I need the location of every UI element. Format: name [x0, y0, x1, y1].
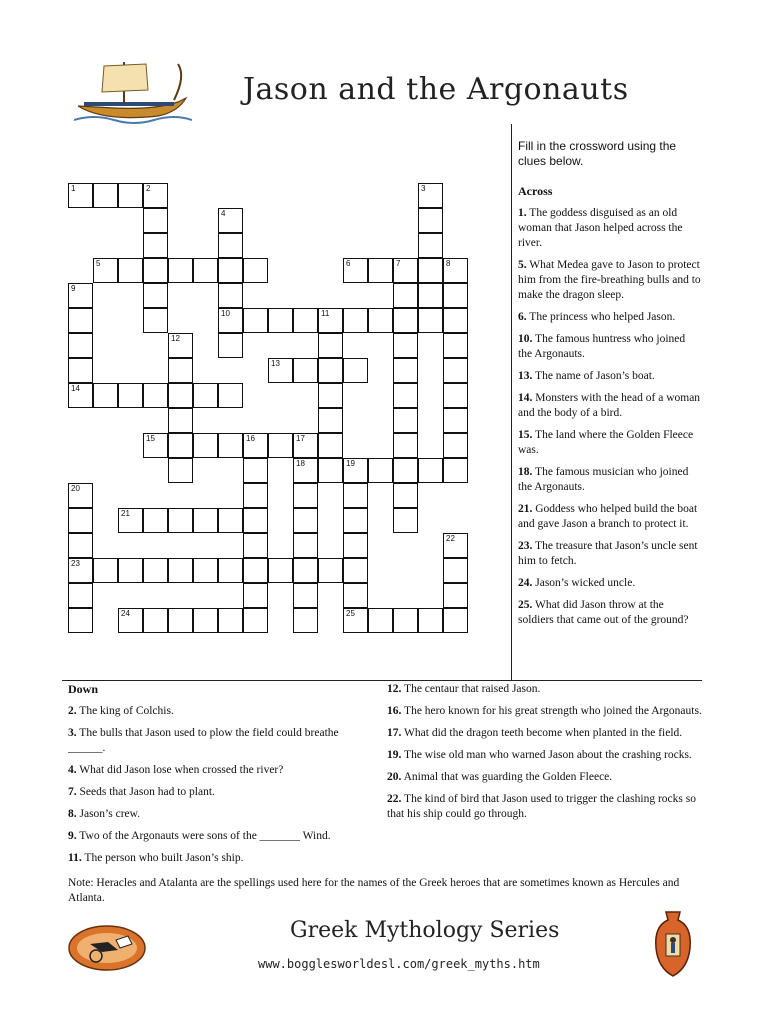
crossword-cell[interactable] [118, 608, 143, 633]
crossword-cell[interactable] [218, 283, 243, 308]
clue-number: 12. [387, 683, 402, 695]
clue-text: Jason’s wicked uncle. [532, 577, 636, 589]
cell-number: 11 [321, 309, 330, 318]
clue-item [518, 576, 702, 591]
crossword-cell[interactable] [193, 558, 218, 583]
crossword-cell[interactable] [168, 508, 193, 533]
clue-text: The name of Jason’s boat. [532, 370, 655, 382]
crossword-cell[interactable] [268, 558, 293, 583]
crossword-cell[interactable] [168, 458, 193, 483]
clue-item [387, 726, 705, 741]
crossword-cell[interactable] [93, 558, 118, 583]
clue-number: 9. [68, 830, 77, 842]
crossword-cell[interactable] [143, 508, 168, 533]
clue-text: The goddess disguised as an old woman that Jason helped across the river. [518, 207, 683, 249]
crossword-cell[interactable] [293, 508, 318, 533]
crossword-cell[interactable] [443, 583, 468, 608]
crossword-cell[interactable] [393, 358, 418, 383]
crossword-cell[interactable] [68, 358, 93, 383]
crossword-cell[interactable] [393, 458, 418, 483]
crossword-cell[interactable] [293, 558, 318, 583]
crossword-cell[interactable] [193, 608, 218, 633]
spelling-note: Note: Heracles and Atalanta are the spellings used here for the names of the Greek heroes that are sometimes known as Hercules and Atlanta. [68, 877, 680, 904]
clue-item [518, 258, 702, 303]
crossword-cell[interactable] [393, 608, 418, 633]
crossword-cell[interactable] [318, 458, 343, 483]
crossword-cell[interactable] [318, 308, 343, 333]
crossword-cell[interactable] [93, 383, 118, 408]
cell-number: 25 [346, 609, 355, 618]
clue-text: The treasure that Jason’s uncle sent him to fetch. [518, 540, 698, 567]
crossword-cell[interactable] [168, 333, 193, 358]
clue-number: 10. [518, 333, 533, 345]
crossword-cell[interactable] [343, 533, 368, 558]
clue-item [387, 748, 705, 763]
clue-text: What did Jason throw at the soldiers that came out of the ground? [518, 599, 689, 626]
crossword-cell[interactable] [443, 433, 468, 458]
clue-number: 21. [518, 503, 533, 515]
crossword-cell[interactable] [443, 358, 468, 383]
instructions: Fill in the crossword using the clues below. [518, 139, 677, 168]
page-title: Jason and the Argonauts [243, 72, 629, 107]
clue-item [387, 682, 705, 697]
crossword-cell[interactable] [293, 583, 318, 608]
clue-text: The famous huntress who joined the Argonauts. [518, 333, 686, 360]
crossword-cell[interactable] [368, 258, 393, 283]
crossword-cell[interactable] [343, 308, 368, 333]
crossword-cell[interactable] [243, 608, 268, 633]
crossword-cell[interactable] [93, 183, 118, 208]
clue-item [387, 792, 705, 822]
clue-number: 16. [387, 705, 402, 717]
clue-number: 4. [68, 764, 77, 776]
crossword-cell[interactable] [118, 508, 143, 533]
crossword-cell[interactable] [393, 283, 418, 308]
clue-number: 1. [518, 207, 527, 219]
clue-text: The wise old man who warned Jason about the crashing rocks. [401, 749, 692, 761]
crossword-cell[interactable] [218, 558, 243, 583]
down-heading: Down [68, 682, 99, 696]
cell-number: 2 [146, 184, 151, 193]
crossword-cell[interactable] [443, 283, 468, 308]
crossword-cell[interactable] [68, 333, 93, 358]
crossword-cell[interactable] [143, 558, 168, 583]
crossword-cell[interactable] [343, 358, 368, 383]
crossword-cell[interactable] [318, 408, 343, 433]
crossword-cell[interactable] [393, 308, 418, 333]
series-title: Greek Mythology Series [290, 918, 560, 943]
chariot-vase-illustration [68, 924, 146, 972]
crossword-cell[interactable] [418, 258, 443, 283]
crossword-cell[interactable] [68, 608, 93, 633]
crossword-cell[interactable] [293, 433, 318, 458]
crossword-cell[interactable] [243, 258, 268, 283]
crossword-cell[interactable] [68, 533, 93, 558]
crossword-cell[interactable] [143, 283, 168, 308]
section-divider [62, 680, 702, 681]
across-clues [518, 184, 702, 635]
crossword-cell[interactable] [393, 508, 418, 533]
cell-number: 1 [71, 184, 76, 193]
clue-item [518, 391, 702, 421]
crossword-cell[interactable] [243, 308, 268, 333]
crossword-cell[interactable] [143, 433, 168, 458]
crossword-cell[interactable] [218, 608, 243, 633]
crossword-cell[interactable] [143, 258, 168, 283]
crossword-cell[interactable] [418, 283, 443, 308]
crossword-cell[interactable] [293, 483, 318, 508]
cell-number: 17 [296, 434, 305, 443]
cell-number: 23 [71, 559, 80, 568]
crossword-cell[interactable] [143, 208, 168, 233]
clue-text: The land where the Golden Fleece was. [518, 429, 694, 456]
crossword-cell[interactable] [393, 258, 418, 283]
crossword-cell[interactable] [118, 183, 143, 208]
crossword-cell[interactable] [418, 233, 443, 258]
crossword-cell[interactable] [218, 258, 243, 283]
crossword-cell[interactable] [243, 583, 268, 608]
cell-number: 13 [271, 359, 280, 368]
crossword-cell[interactable] [343, 483, 368, 508]
crossword-cell[interactable] [243, 508, 268, 533]
clue-text: The princess who helped Jason. [526, 311, 676, 323]
crossword-cell[interactable] [343, 608, 368, 633]
crossword-cell[interactable] [68, 383, 93, 408]
greek-vase-illustration [652, 910, 694, 978]
cell-number: 18 [296, 459, 305, 468]
crossword-cell[interactable] [243, 533, 268, 558]
cell-number: 8 [446, 259, 451, 268]
crossword-cell[interactable] [168, 408, 193, 433]
crossword-cell[interactable] [68, 508, 93, 533]
clue-item [68, 851, 368, 866]
crossword-cell[interactable] [343, 583, 368, 608]
crossword-cell[interactable] [368, 458, 393, 483]
crossword-cell[interactable] [443, 333, 468, 358]
crossword-cell[interactable] [443, 533, 468, 558]
clue-item [518, 206, 702, 251]
cell-number: 15 [146, 434, 155, 443]
crossword-cell[interactable] [293, 533, 318, 558]
crossword-cell[interactable] [143, 608, 168, 633]
cell-number: 14 [71, 384, 80, 393]
clue-text: Jason’s crew. [76, 808, 141, 820]
crossword-cell[interactable] [68, 583, 93, 608]
clue-item [518, 502, 702, 532]
crossword-cell[interactable] [193, 508, 218, 533]
crossword-cell[interactable] [268, 308, 293, 333]
crossword-cell[interactable] [443, 408, 468, 433]
clue-item [68, 726, 368, 756]
crossword-cell[interactable] [343, 458, 368, 483]
crossword-cell[interactable] [418, 458, 443, 483]
crossword-cell[interactable] [293, 308, 318, 333]
crossword-cell[interactable] [418, 308, 443, 333]
clue-item [518, 465, 702, 495]
crossword-cell[interactable] [68, 558, 93, 583]
crossword-cell[interactable] [143, 308, 168, 333]
clue-item [387, 770, 705, 785]
crossword-cell[interactable] [443, 608, 468, 633]
crossword-cell[interactable] [218, 233, 243, 258]
cell-number: 7 [396, 259, 401, 268]
crossword-cell[interactable] [393, 483, 418, 508]
crossword-cell[interactable] [293, 458, 318, 483]
crossword-cell[interactable] [443, 258, 468, 283]
crossword-cell[interactable] [243, 458, 268, 483]
crossword-cell[interactable] [393, 408, 418, 433]
crossword-cell[interactable] [193, 433, 218, 458]
clue-text: The king of Colchis. [76, 705, 174, 717]
clue-item [387, 704, 705, 719]
crossword-cell[interactable] [218, 508, 243, 533]
clue-number: 17. [387, 727, 402, 739]
crossword-cell[interactable] [318, 433, 343, 458]
crossword-cell[interactable] [318, 383, 343, 408]
crossword-cell[interactable] [218, 308, 243, 333]
crossword-cell[interactable] [293, 358, 318, 383]
clue-text: The bulls that Jason used to plow the field could breathe ______. [68, 727, 339, 754]
crossword-cell[interactable] [243, 558, 268, 583]
clue-item [518, 539, 702, 569]
cell-number: 21 [121, 509, 130, 518]
crossword-cell[interactable] [118, 383, 143, 408]
cell-number: 5 [96, 259, 101, 268]
clue-item [68, 807, 368, 822]
clue-item [518, 310, 702, 325]
website-url[interactable]: www.bogglesworldesl.com/greek_myths.htm [258, 957, 540, 971]
clue-text: What Medea gave to Jason to protect him from the fire-breathing bulls and to make the dragon sleep. [518, 259, 701, 301]
crossword-cell[interactable] [193, 383, 218, 408]
crossword-cell[interactable] [168, 358, 193, 383]
clue-item [68, 785, 368, 800]
clue-text: Monsters with the head of a woman and the body of a bird. [518, 392, 701, 419]
clue-item [518, 332, 702, 362]
crossword-cell[interactable] [443, 458, 468, 483]
down-clues-right [387, 682, 705, 829]
crossword-cell[interactable] [443, 558, 468, 583]
crossword-cell[interactable] [268, 358, 293, 383]
across-heading: Across [518, 184, 553, 198]
crossword-cell[interactable] [218, 208, 243, 233]
crossword-cell[interactable] [393, 383, 418, 408]
crossword-cell[interactable] [118, 258, 143, 283]
crossword-cell[interactable] [218, 433, 243, 458]
clue-item [68, 704, 368, 719]
clue-number: 19. [387, 749, 402, 761]
clue-number: 8. [68, 808, 77, 820]
clue-number: 25. [518, 599, 533, 611]
clue-item [518, 598, 702, 628]
clue-number: 5. [518, 259, 527, 271]
clue-number: 3. [68, 727, 77, 739]
clue-number: 22. [387, 793, 402, 805]
crossword-cell[interactable] [418, 183, 443, 208]
clue-text: The person who built Jason’s ship. [81, 852, 244, 864]
clue-number: 7. [68, 786, 77, 798]
clue-number: 14. [518, 392, 533, 404]
crossword-cell[interactable] [168, 608, 193, 633]
cell-number: 10 [221, 309, 230, 318]
crossword-cell[interactable] [68, 283, 93, 308]
clue-text: The famous musician who joined the Argonauts. [518, 466, 689, 493]
cell-number: 6 [346, 259, 351, 268]
clue-number: 6. [518, 311, 527, 323]
clue-number: 24. [518, 577, 533, 589]
crossword-cell[interactable] [143, 233, 168, 258]
clue-item [518, 369, 702, 384]
crossword-cell[interactable] [368, 308, 393, 333]
crossword-cell[interactable] [218, 383, 243, 408]
cell-number: 22 [446, 534, 455, 543]
crossword-cell[interactable] [243, 483, 268, 508]
cell-number: 16 [246, 434, 255, 443]
clue-text: What did Jason lose when crossed the river? [76, 764, 284, 776]
clue-text: Animal that was guarding the Golden Fleece. [401, 771, 613, 783]
crossword-cell[interactable] [293, 608, 318, 633]
crossword-cell[interactable] [168, 383, 193, 408]
clue-item [68, 763, 368, 778]
crossword-cell[interactable] [68, 483, 93, 508]
cell-number: 4 [221, 209, 226, 218]
crossword-cell[interactable] [343, 258, 368, 283]
cell-number: 3 [421, 184, 426, 193]
clue-item [68, 829, 368, 844]
crossword-cell[interactable] [343, 508, 368, 533]
crossword-cell[interactable] [68, 308, 93, 333]
crossword-cell[interactable] [168, 258, 193, 283]
down-clues-left [68, 682, 368, 873]
crossword-cell[interactable] [418, 208, 443, 233]
crossword-cell[interactable] [443, 383, 468, 408]
crossword-cell[interactable] [318, 333, 343, 358]
crossword-cell[interactable] [393, 433, 418, 458]
clue-text: The hero known for his great strength who joined the Argonauts. [401, 705, 702, 717]
crossword-cell[interactable] [168, 558, 193, 583]
clue-number: 11. [68, 852, 82, 864]
crossword-cell[interactable] [393, 333, 418, 358]
clue-number: 20. [387, 771, 402, 783]
clue-number: 18. [518, 466, 533, 478]
crossword-cell[interactable] [143, 183, 168, 208]
clue-text: Two of the Argonauts were sons of the _______ Wind. [76, 830, 331, 842]
clue-text: Goddess who helped build the boat and gave Jason a branch to protect it. [518, 503, 698, 530]
crossword-cell[interactable] [218, 333, 243, 358]
clue-number: 23. [518, 540, 533, 552]
crossword-cell[interactable] [318, 358, 343, 383]
cell-number: 19 [346, 459, 355, 468]
crossword-cell[interactable] [168, 433, 193, 458]
cell-number: 12 [171, 334, 180, 343]
clue-text: The kind of bird that Jason used to trigger the clashing rocks so that his ship could go through. [387, 793, 696, 820]
column-divider [511, 124, 512, 680]
clue-text: What did the dragon teeth become when planted in the field. [401, 727, 683, 739]
crossword-cell[interactable] [118, 558, 143, 583]
crossword-cell[interactable] [268, 433, 293, 458]
crossword-cell[interactable] [318, 558, 343, 583]
crossword-cell[interactable] [68, 183, 93, 208]
crossword-cell[interactable] [93, 258, 118, 283]
clue-item [518, 428, 702, 458]
crossword-cell[interactable] [368, 608, 393, 633]
crossword-cell[interactable] [418, 608, 443, 633]
cell-number: 24 [121, 609, 130, 618]
crossword-cell[interactable] [193, 258, 218, 283]
cell-number: 20 [71, 484, 80, 493]
argo-ship-illustration [74, 56, 192, 128]
crossword-cell[interactable] [143, 383, 168, 408]
clue-number: 2. [68, 705, 77, 717]
crossword-cell[interactable] [243, 433, 268, 458]
clue-text: The centaur that raised Jason. [401, 683, 541, 695]
clue-number: 15. [518, 429, 533, 441]
clue-text: Seeds that Jason had to plant. [76, 786, 215, 798]
crossword-cell[interactable] [343, 558, 368, 583]
clue-number: 13. [518, 370, 533, 382]
crossword-cell[interactable] [443, 308, 468, 333]
cell-number: 9 [71, 284, 76, 293]
